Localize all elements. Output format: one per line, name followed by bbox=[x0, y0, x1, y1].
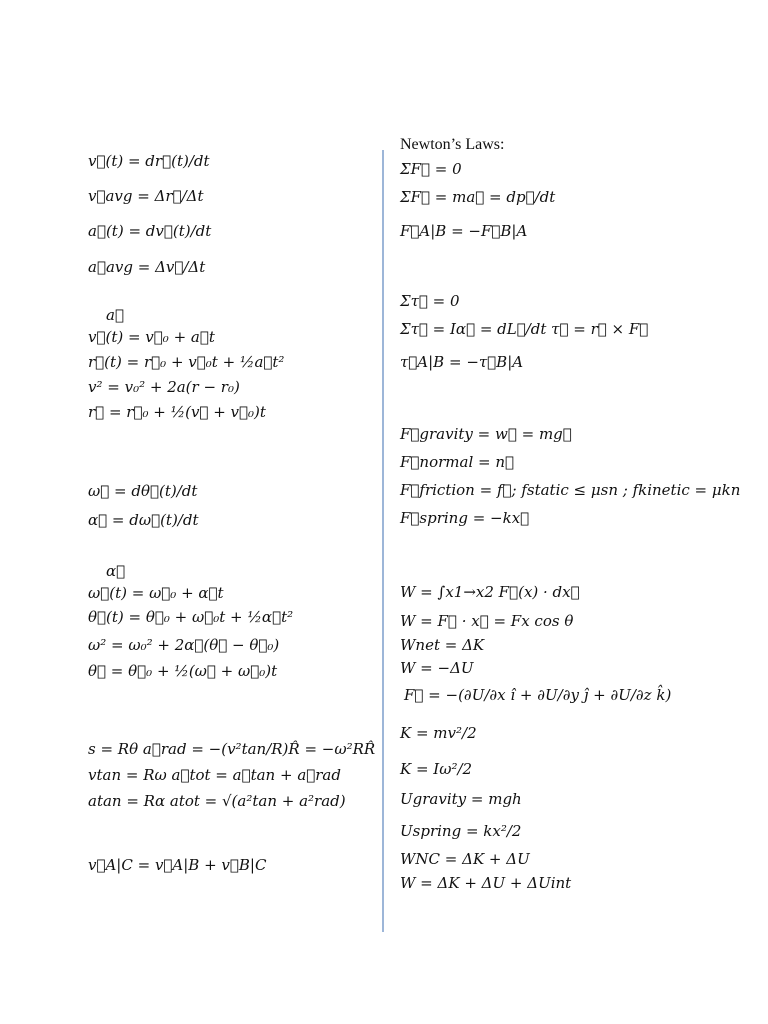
acceleration-definition: a⃗(t) = dv⃗(t)/dt bbox=[88, 222, 212, 240]
nonconservative-work: WNC = ΔK + ΔU bbox=[400, 850, 530, 868]
gravitational-potential: Ugravity = mgh bbox=[400, 790, 522, 808]
constant-angular-acceleration-label: α⃗ bbox=[106, 562, 126, 580]
work-potential: W = −ΔU bbox=[400, 659, 474, 677]
newtons-laws-heading: Newton’s Laws: bbox=[400, 136, 505, 153]
normal-force: F⃗normal = n⃗ bbox=[400, 453, 515, 471]
gravity-force: F⃗gravity = w⃗ = mg⃗ bbox=[400, 425, 572, 443]
second-law: ΣF⃗ = ma⃗ = dp⃗/dt bbox=[400, 188, 556, 206]
rotational-omega-squared: ω² = ω₀² + 2α⃗(θ⃗ − θ⃗₀) bbox=[88, 636, 280, 654]
relative-velocity: v⃗A|C = v⃗A|B + v⃗B|C bbox=[88, 856, 267, 874]
rotational-velocity: ω⃗(t) = ω⃗₀ + α⃗t bbox=[88, 584, 224, 602]
total-work: W = ΔK + ΔU + ΔUint bbox=[400, 874, 572, 892]
kinematics-velocity-squared: v² = v₀² + 2a(r − r₀) bbox=[88, 378, 240, 396]
work-integral: W = ∫x1→x2 F⃗(x) · dx⃗ bbox=[400, 583, 580, 601]
third-law: F⃗A|B = −F⃗B|A bbox=[400, 222, 528, 240]
angular-velocity-definition: ω⃗ = dθ⃗(t)/dt bbox=[88, 482, 198, 500]
work-dot-product: W = F⃗ · x⃗ = Fx cos θ bbox=[400, 612, 574, 630]
tangential-acceleration-magnitude: atan = Rα atot = √(a²tan + a²rad) bbox=[88, 792, 346, 810]
kinematics-position: r⃗(t) = r⃗₀ + v⃗₀t + ½a⃗t² bbox=[88, 353, 285, 371]
arc-length-radial-acceleration: s = Rθ a⃗rad = −(v²tan/R)R̂ = −ω²RR̂ bbox=[88, 740, 376, 758]
rotational-equilibrium: Στ⃗ = 0 bbox=[400, 292, 460, 310]
torque-second-law: Στ⃗ = Iα⃗ = dL⃗/dt τ⃗ = r⃗ × F⃗ bbox=[400, 320, 649, 338]
friction-force: F⃗friction = f⃗; fstatic ≤ μsn ; fkinetic = μkn bbox=[400, 481, 741, 499]
kinematics-average-position: r⃗ = r⃗₀ + ½(v⃗ + v⃗₀)t bbox=[88, 403, 266, 421]
rotational-position: θ⃗(t) = θ⃗₀ + ω⃗₀t + ½α⃗t² bbox=[88, 608, 294, 626]
force-gradient: F⃗ = −(∂U/∂x î + ∂U/∂y ĵ + ∂U/∂z k̂) bbox=[404, 686, 672, 704]
work-energy-theorem: Wnet = ΔK bbox=[400, 636, 485, 654]
constant-acceleration-label: a⃗ bbox=[106, 306, 124, 324]
first-law: ΣF⃗ = 0 bbox=[400, 160, 462, 178]
spring-potential: Uspring = kx²/2 bbox=[400, 822, 522, 840]
velocity-definition: v⃗(t) = dr⃗(t)/dt bbox=[88, 152, 210, 170]
kinetic-energy: K = mv²/2 bbox=[400, 724, 477, 742]
kinematics-velocity: v⃗(t) = v⃗₀ + a⃗t bbox=[88, 328, 215, 346]
average-velocity: v⃗avg = Δr⃗/Δt bbox=[88, 187, 204, 205]
average-acceleration: a⃗avg = Δv⃗/Δt bbox=[88, 258, 206, 276]
rotational-kinetic-energy: K = Iω²/2 bbox=[400, 760, 473, 778]
tangential-velocity-total-acceleration: vtan = Rω a⃗tot = a⃗tan + a⃗rad bbox=[88, 766, 341, 784]
torque-third-law: τ⃗A|B = −τ⃗B|A bbox=[400, 353, 524, 371]
rotational-average-position: θ⃗ = θ⃗₀ + ½(ω⃗ + ω⃗₀)t bbox=[88, 662, 278, 680]
spring-force: F⃗spring = −kx⃗ bbox=[400, 509, 530, 527]
angular-acceleration-definition: α⃗ = dω⃗(t)/dt bbox=[88, 511, 199, 529]
